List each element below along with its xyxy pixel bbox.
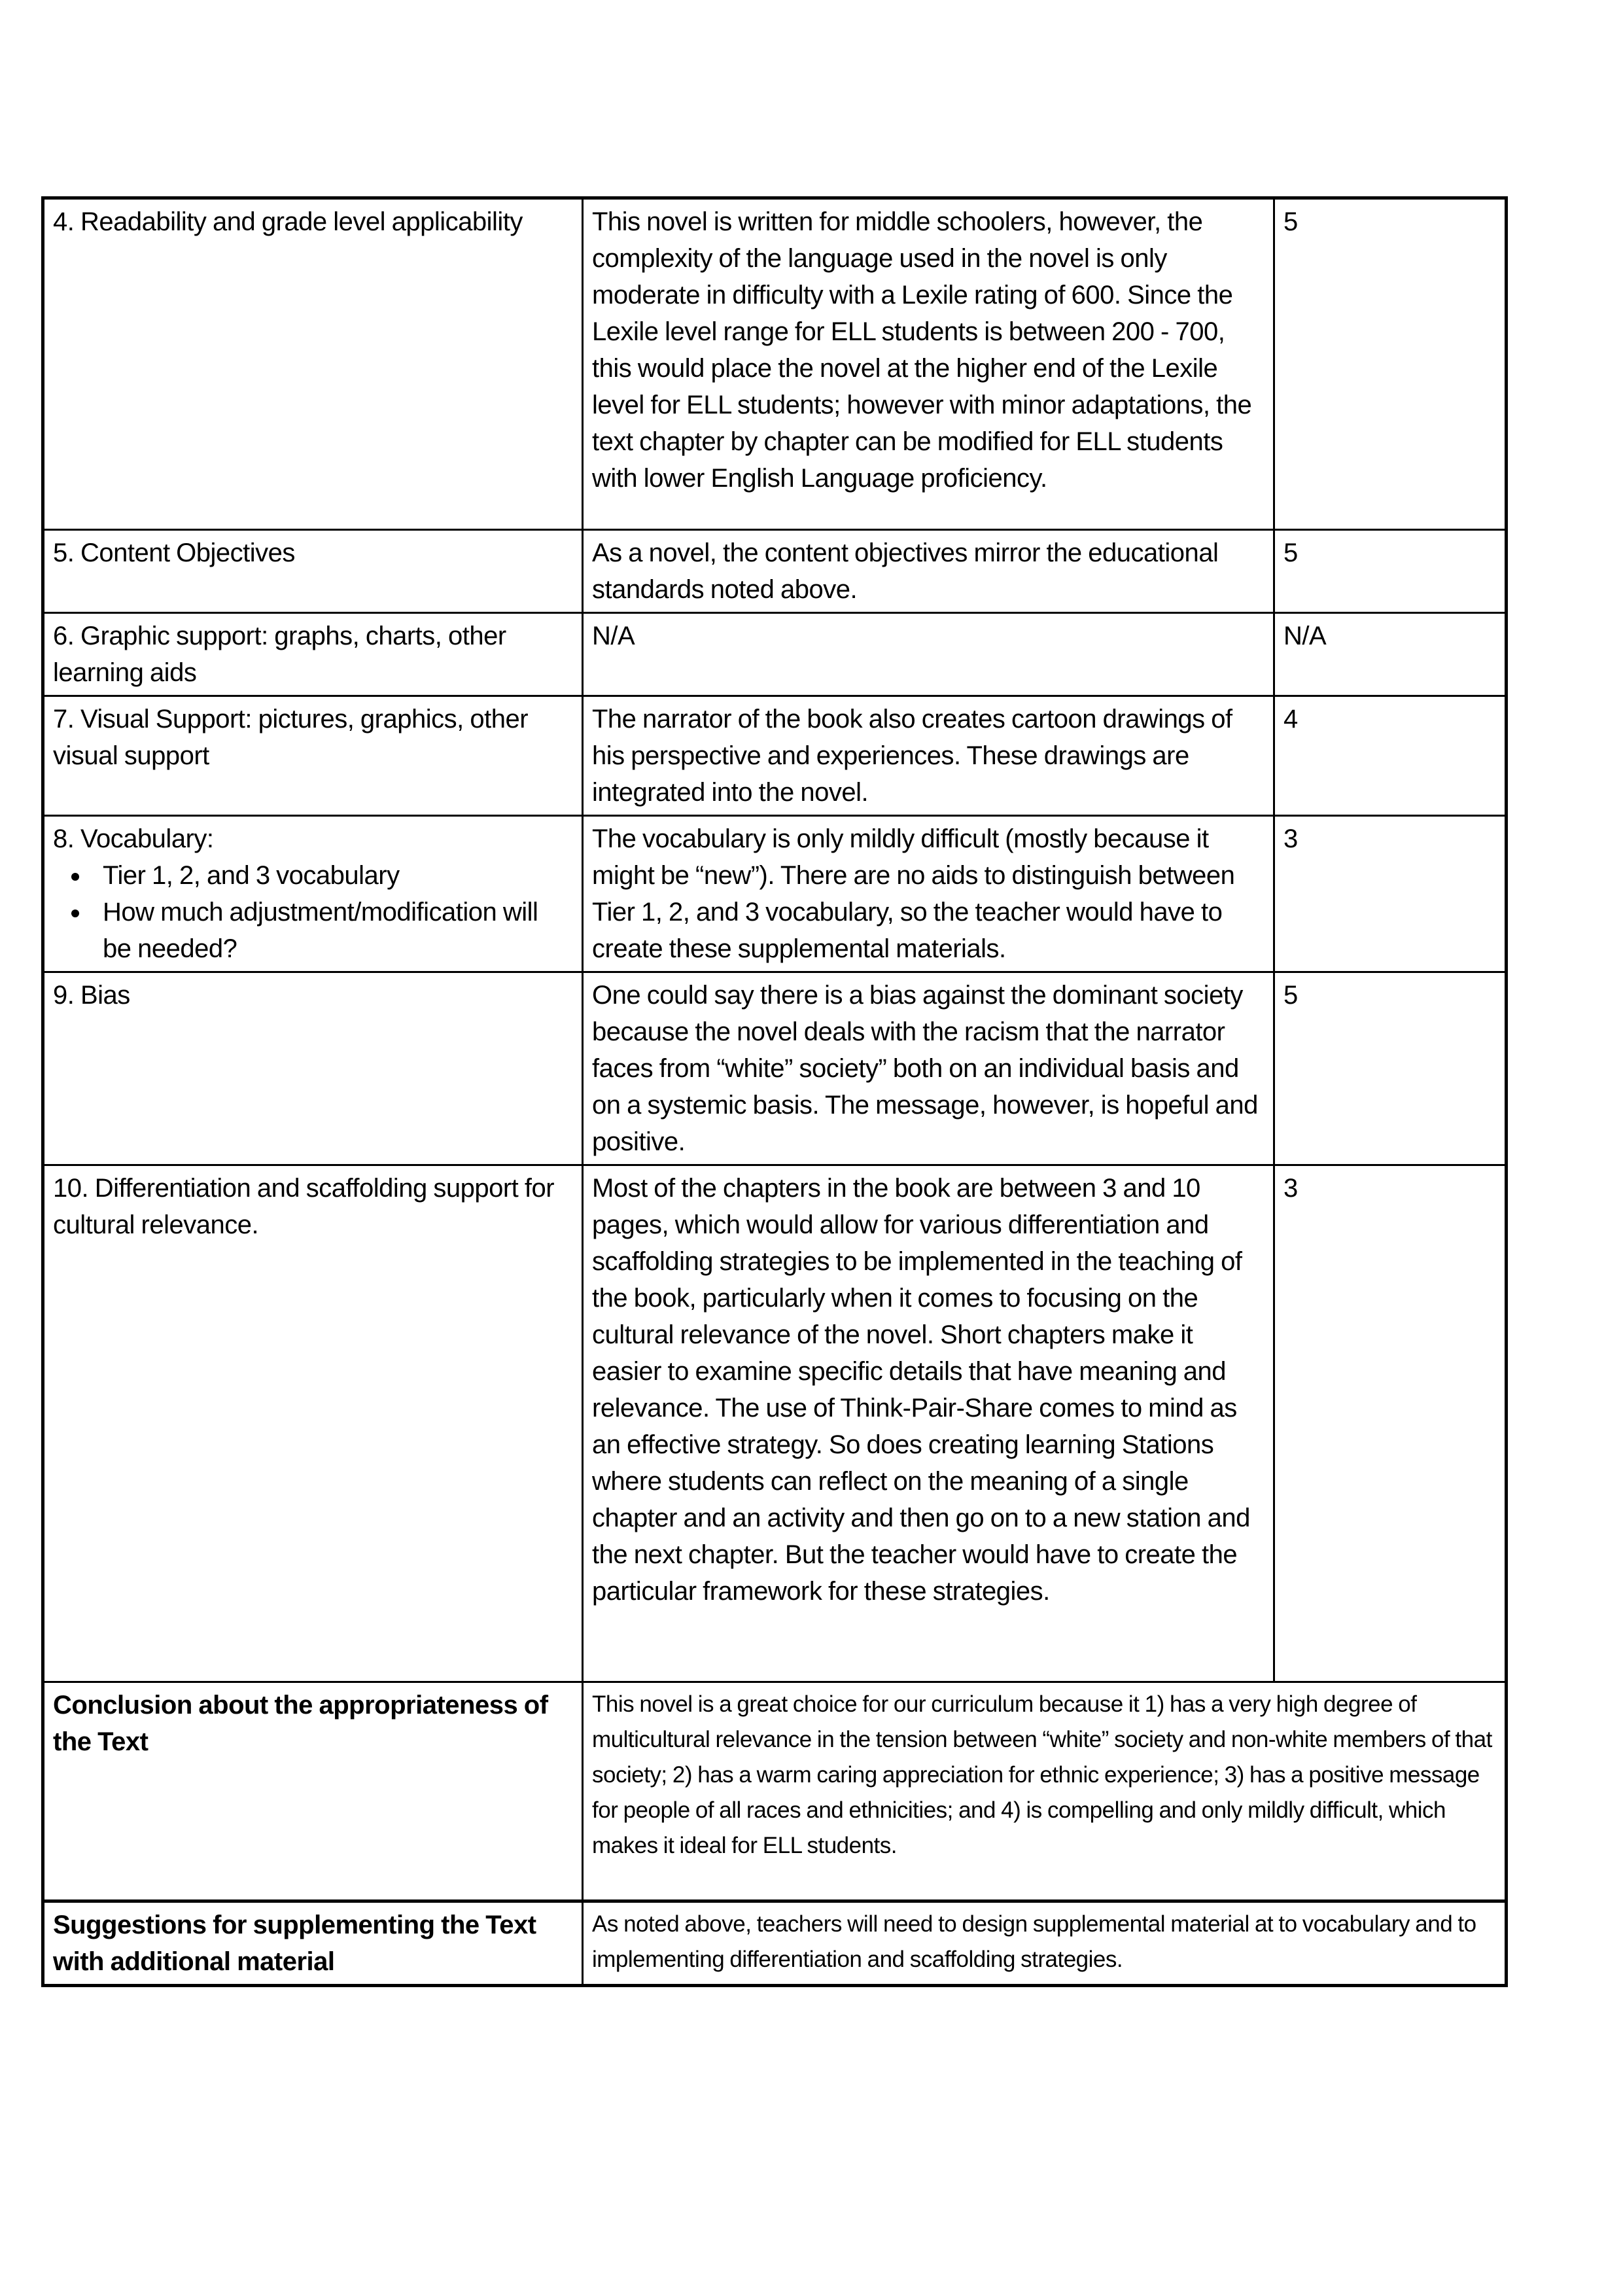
evaluation-cell <box>583 613 1274 696</box>
criterion-text-wrap <box>53 821 571 967</box>
summary-label-cell <box>43 1901 583 1986</box>
criterion-text-wrap <box>53 977 571 1014</box>
criterion-label: 6. Graphic support: graphs, charts, other learning aids <box>53 622 506 687</box>
rating-value: 5 <box>1283 981 1298 1010</box>
rating-value: 5 <box>1283 539 1298 567</box>
evaluation-text: Most of the chapters in the book are between 3 and 10 pages, which would allow for various differentiation and scaffolding strategies to be implemented in the teaching of the book, particularly when it comes to focusing on the cultural relevance of the novel. Short chapters make it easier to examine specific details that have meaning and relevance. The use of Think-Pair-Share comes to mind as an effective strategy. So does creating learning Stations where students can reflect on the meaning of a single chapter and an activity and then go on to a new station and the next chapter. But the teacher would have to create the particular framework for these strategies. <box>592 1174 1250 1606</box>
evaluation-cell <box>583 972 1274 1165</box>
rating-cell <box>1274 613 1507 696</box>
summary-table-row <box>43 1682 1507 1901</box>
summary-label-cell <box>43 1682 583 1901</box>
evaluation-cell <box>583 530 1274 613</box>
evaluation-cell <box>583 1165 1274 1682</box>
criterion-cell <box>43 816 583 972</box>
summary-label: Suggestions for supplementing the Text with additional material <box>53 1911 536 1976</box>
rating-cell <box>1274 198 1507 530</box>
summary-table-row <box>43 1901 1507 1986</box>
evaluation-text: This novel is written for middle schoolers, however, the complexity of the language used in the novel is only moderate in difficulty with a Lexile rating of 600. Since the Lexile level range for ELL students is between 200 - 700, this would place the novel at the higher end of the Lexile level for ELL students; however with minor adaptations, the text chapter by chapter can be modified for ELL students with lower English Language proficiency. <box>592 207 1252 493</box>
evaluation-text: One could say there is a bias against the dominant society because the novel deals with the racism that the narrator faces from “white” society” both on an individual basis and on a systemic basis. The message, however, is hopeful and positive. <box>592 981 1258 1156</box>
criterion-text-wrap <box>53 1170 571 1243</box>
summary-text: This novel is a great choice for our curriculum because it 1) has a very high degree of multicultural relevance in the tension between “white” society and non-white members of that society; 2) has a warm caring appreciation for ethnic experience; 3) has a positive message for people of all races and ethnicities; and 4) is compelling and only mildly difficult, which makes it ideal for ELL students. <box>592 1691 1492 1858</box>
table-row <box>43 816 1507 972</box>
rating-cell <box>1274 1165 1507 1682</box>
criterion-bullet-list <box>53 857 571 967</box>
rating-value: 5 <box>1283 207 1298 236</box>
table-row <box>43 613 1507 696</box>
rating-value: 4 <box>1283 705 1298 733</box>
rating-cell <box>1274 696 1507 816</box>
criterion-cell <box>43 613 583 696</box>
evaluation-cell <box>583 696 1274 816</box>
criteria-rows <box>43 198 1507 1682</box>
criterion-cell <box>43 696 583 816</box>
table-row <box>43 972 1507 1165</box>
criterion-label: 8. Vocabulary: <box>53 824 214 853</box>
criterion-label: 4. Readability and grade level applicability <box>53 207 523 236</box>
evaluation-cell <box>583 198 1274 530</box>
summary-rows <box>43 1682 1507 1986</box>
criterion-bullet: • How much adjustment/modification will be needed? <box>91 894 571 967</box>
summary-label: Conclusion about the appropriateness of the Text <box>53 1691 548 1756</box>
criterion-label: 9. Bias <box>53 981 130 1010</box>
criterion-text-wrap <box>53 618 571 691</box>
rating-value: 3 <box>1283 1174 1298 1203</box>
rating-value: N/A <box>1283 622 1327 650</box>
table-row <box>43 530 1507 613</box>
table-row <box>43 1165 1507 1682</box>
summary-text: As noted above, teachers will need to design supplemental material at to vocabulary and to implementing differentiation and scaffolding strategies. <box>592 1911 1476 1972</box>
evaluation-text: The vocabulary is only mildly difficult (mostly because it might be “new”). There are no aids to distinguish between Tier 1, 2, and 3 vocabulary, so the teacher would have to create these supplemental materials. <box>592 824 1235 963</box>
criterion-text-wrap <box>53 701 571 774</box>
rating-cell <box>1274 972 1507 1165</box>
summary-text-cell <box>583 1682 1507 1901</box>
evaluation-text: As a novel, the content objectives mirror the educational standards noted above. <box>592 539 1219 604</box>
criterion-label: 10. Differentiation and scaffolding support for cultural relevance. <box>53 1174 555 1239</box>
rating-cell <box>1274 530 1507 613</box>
criterion-cell <box>43 1165 583 1682</box>
rating-cell <box>1274 816 1507 972</box>
evaluation-text: The narrator of the book also creates cartoon drawings of his perspective and experiences. These drawings are integrated into the novel. <box>592 705 1232 807</box>
criterion-cell <box>43 972 583 1165</box>
criterion-cell <box>43 198 583 530</box>
rating-value: 3 <box>1283 824 1298 853</box>
criterion-cell <box>43 530 583 613</box>
criterion-text-wrap <box>53 535 571 571</box>
table-row <box>43 198 1507 530</box>
text-evaluation-table <box>41 196 1508 1987</box>
evaluation-text: N/A <box>592 622 635 650</box>
criterion-bullet: • Tier 1, 2, and 3 vocabulary <box>91 857 571 894</box>
criterion-label: 5. Content Objectives <box>53 539 295 567</box>
criterion-label: 7. Visual Support: pictures, graphics, other visual support <box>53 705 529 770</box>
summary-text-cell <box>583 1901 1507 1986</box>
criterion-text-wrap <box>53 203 571 240</box>
evaluation-cell <box>583 816 1274 972</box>
table-row <box>43 696 1507 816</box>
